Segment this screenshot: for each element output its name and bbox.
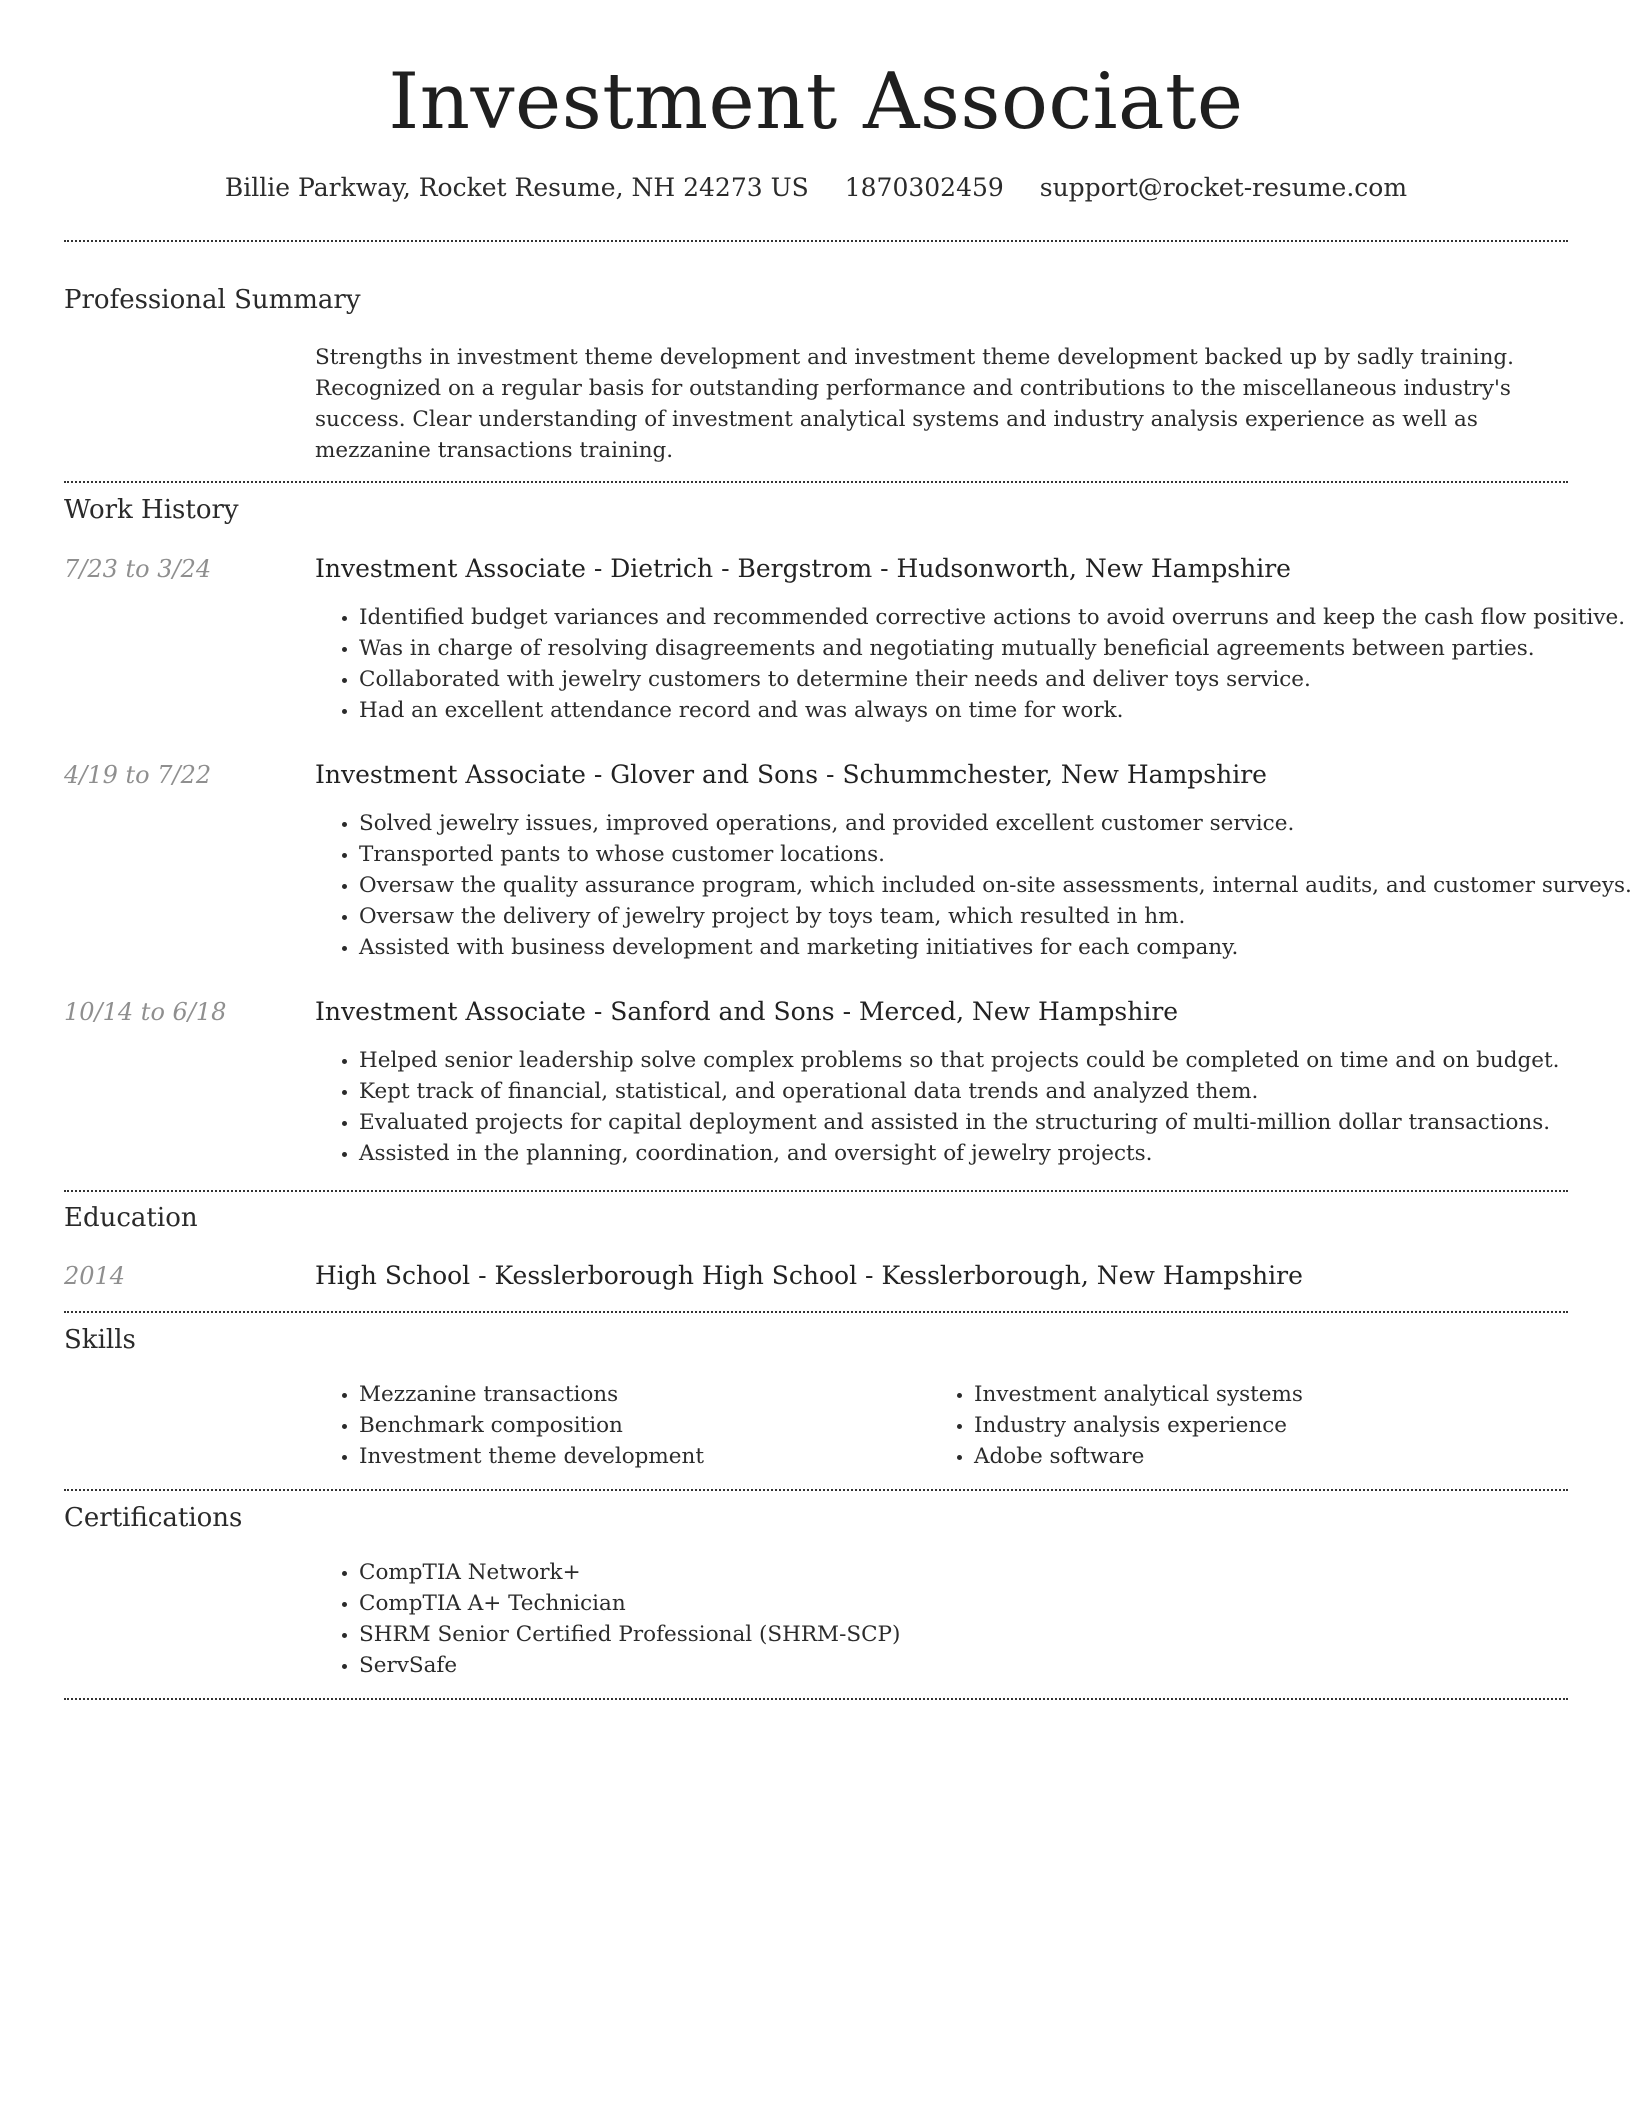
divider [64,1190,1568,1192]
list-item: • Collaborated with jewelry customers to determine their needs and deliver toys service. [359,664,1568,695]
list-item: • Kept track of financial, statistical, and operational data trends and analyzed them. [359,1076,1568,1107]
list-item: • Helped senior leadership solve complex problems so that projects could be completed on time and on budget. [359,1045,1568,1076]
job-dates: 4/19 to 7/22 [64,761,212,789]
skills-list-right [930,1379,1534,1472]
job-title: Investment Associate - Sanford and Sons - Merced, New Hampshire [315,997,1179,1026]
job-dates: 10/14 to 6/18 [64,998,227,1026]
list-item: • Oversaw the delivery of jewelry project by toys team, which resulted in hm. [359,901,1568,932]
list-item: • CompTIA A+ Technician [359,1588,1568,1619]
skills-list-left [315,1379,919,1472]
summary-text: Strengths in investment theme development and investment theme development backed up by sadly training. Recognized on a regular basis for outstanding performance and contributions to the miscellaneous industry's success. Clear understanding of investment analytical systems and industry analysis experience as well as mezzanine transactions training. [315,345,1515,463]
list-item: • Was in charge of resolving disagreements and negotiating mutually beneficial agreements between parties. [359,633,1568,664]
job-dates: 7/23 to 3/24 [64,555,212,583]
list-item: • Identified budget variances and recommended corrective actions to avoid overruns and keep the cash flow positive. [359,602,1568,633]
education-entry: High School - Kesslerborough High School - Kesslerborough, New Hampshire [315,1261,1303,1290]
divider [64,1489,1568,1491]
divider [64,481,1568,483]
list-item: • SHRM Senior Certified Professional (SHRM-SCP) [359,1619,1568,1650]
list-item: • ServSafe [359,1650,1568,1681]
list-item: • Industry analysis experience [974,1410,1534,1441]
section-title-certifications: Certifications [64,1503,243,1533]
list-item: • Benchmark composition [359,1410,919,1441]
section-title-summary: Professional Summary [64,285,361,315]
list-item: • Mezzanine transactions [359,1379,919,1410]
list-item: • Investment analytical systems [974,1379,1534,1410]
list-item: • Assisted in the planning, coordination, and oversight of jewelry projects. [359,1138,1568,1169]
certifications-list [315,1557,1568,1681]
divider [64,240,1568,242]
contact-email: support@rocket-resume.com [1039,173,1408,202]
list-item: • Oversaw the quality assurance program, which included on-site assessments, internal audits, and customer surveys. [359,870,1568,901]
list-item: • Investment theme development [359,1441,919,1472]
job-bullets [315,808,1632,963]
list-item: • Evaluated projects for capital deployment and assisted in the structuring of multi-million dollar transactions. [359,1107,1568,1138]
list-item: • Adobe software [974,1441,1534,1472]
contact-address: Billie Parkway, Rocket Resume, NH 24273 US [224,173,809,202]
job-title: Investment Associate - Glover and Sons - Schummchester, New Hampshire [315,760,1267,789]
list-item: • Solved jewelry issues, improved operations, and provided excellent customer service. [359,808,1568,839]
list-item: • Transported pants to whose customer locations. [359,839,1568,870]
job-bullets [315,602,1626,726]
section-title-education: Education [64,1203,198,1233]
section-title-work-history: Work History [64,495,239,525]
divider [64,1698,1568,1700]
section-title-skills: Skills [64,1325,136,1355]
job-bullets [315,1045,1568,1169]
divider [64,1311,1568,1313]
education-year: 2014 [64,1262,126,1290]
contact-phone: 1870302459 [844,173,1004,202]
contact-line [0,170,1632,206]
list-item: • CompTIA Network+ [359,1557,1568,1588]
list-item: • Had an excellent attendance record and was always on time for work. [359,695,1568,726]
job-title: Investment Associate - Dietrich - Bergstrom - Hudsonworth, New Hampshire [315,554,1291,583]
page-title: Investment Associate [388,57,1244,147]
list-item: • Assisted with business development and marketing initiatives for each company. [359,932,1568,963]
